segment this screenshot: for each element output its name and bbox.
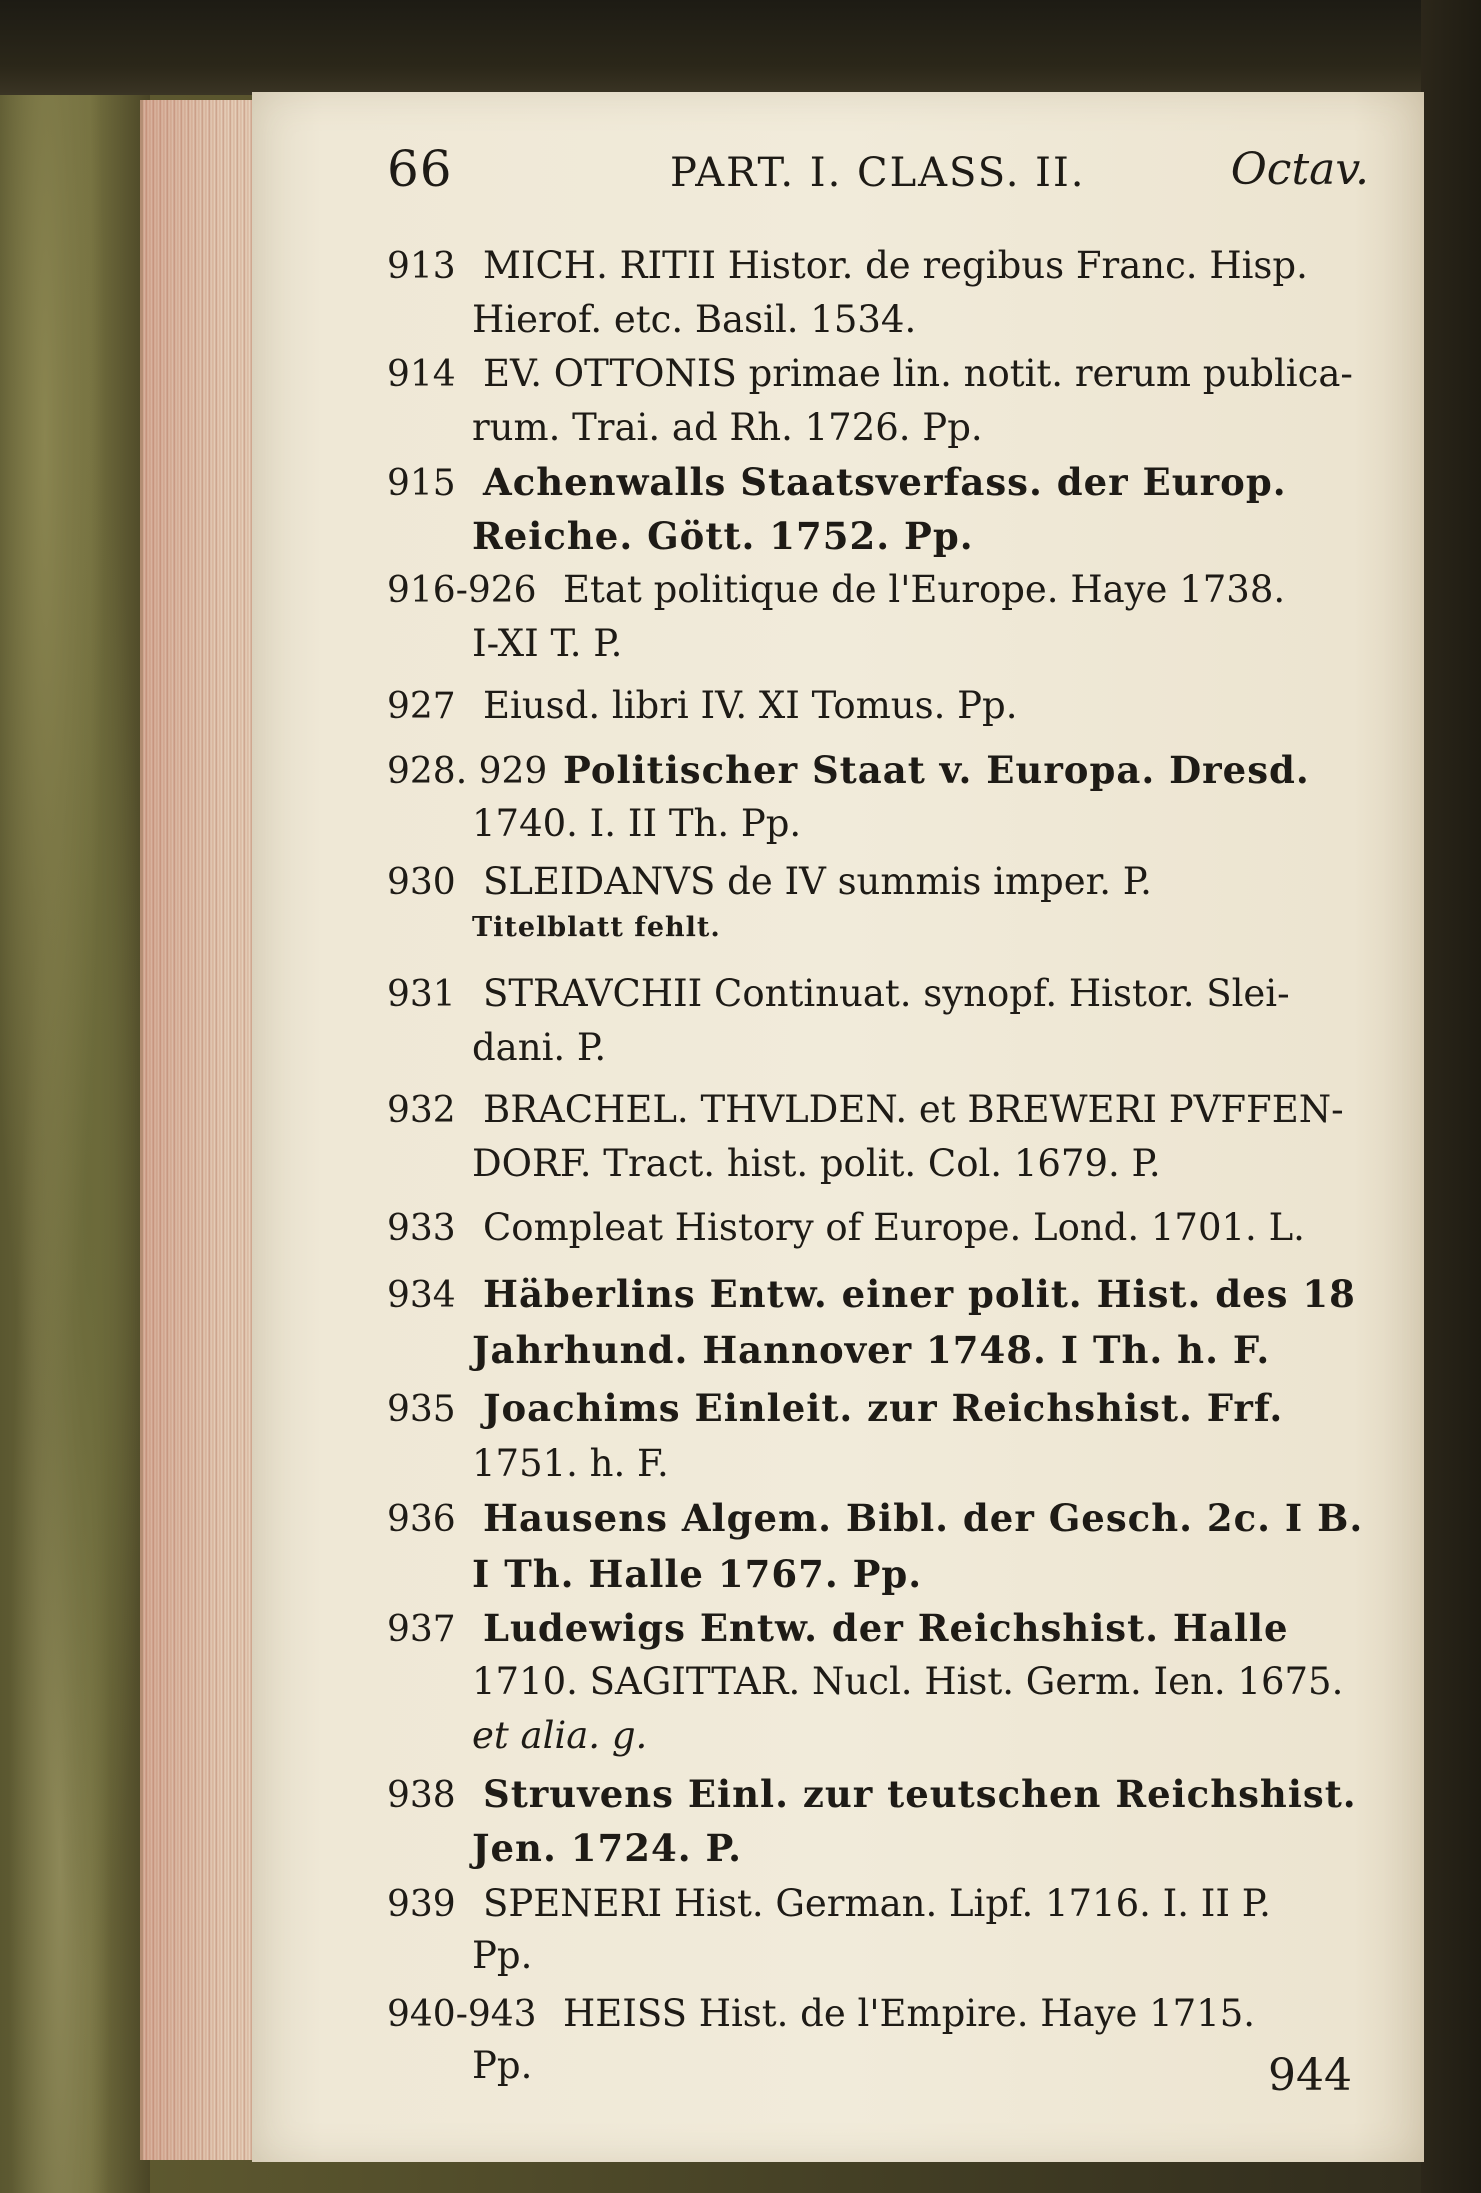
entry-text: Hausens Algem. Bibl. der Gesch. 2c. I B. <box>483 1496 1364 1540</box>
entry-number: 938 <box>387 1775 456 1816</box>
entry-text: SPENERI Hist. German. Lipf. 1716. I. II P. <box>483 1882 1271 1925</box>
entry-916-line-2: I-XI T. P. <box>472 622 623 665</box>
entry-text: Compleat History of Europe. Lond. 1701. L. <box>483 1206 1305 1249</box>
running-title: PART. I. CLASS. II. <box>670 150 1086 196</box>
entry-number: 935 <box>387 1389 456 1430</box>
entry-number: 937 <box>387 1609 456 1650</box>
entry-text: SLEIDANVS de IV summis imper. P. <box>483 860 1152 903</box>
entry-916-line-1 <box>387 568 1285 611</box>
entry-937-line-3: et alia. g. <box>472 1714 648 1757</box>
entry-text: HEISS Hist. de l'Empire. Haye 1715. <box>563 1992 1256 2035</box>
entry-text: Achenwalls Staatsverfass. der Europ. <box>483 460 1287 504</box>
entry-915-line-2: Reiche. Gött. 1752. Pp. <box>472 514 974 558</box>
entry-937-line-1 <box>387 1606 1289 1650</box>
entry-number: 913 <box>387 246 456 287</box>
entry-text: BRACHEL. THVLDEN. et BREWERI PVFFEN- <box>483 1088 1344 1131</box>
entry-935-line-1 <box>387 1386 1283 1430</box>
entry-number: 915 <box>387 463 456 504</box>
page-header <box>252 132 1424 222</box>
book-page <box>252 92 1424 2162</box>
page-number: 66 <box>387 140 453 198</box>
entry-932-line-1 <box>387 1088 1344 1131</box>
entry-937-line-2: 1710. SAGITTAR. Nucl. Hist. Germ. Ien. 1675. <box>472 1660 1344 1703</box>
entry-913-line-2: Hierof. etc. Basil. 1534. <box>472 298 917 341</box>
entry-938-line-2: Jen. 1724. P. <box>472 1826 743 1870</box>
entry-number: 931 <box>387 974 456 1015</box>
entry-number: 928. 929 <box>387 751 548 792</box>
entry-number: 916-926 <box>387 570 537 611</box>
marbled-binding <box>0 0 150 2193</box>
spine-edge <box>1421 0 1481 2193</box>
entry-number: 934 <box>387 1275 456 1316</box>
entry-text: Häberlins Entw. einer polit. Hist. des 18 <box>483 1272 1356 1316</box>
entry-number: 927 <box>387 686 456 727</box>
entry-text: Ludewigs Entw. der Reichshist. Halle <box>483 1606 1289 1650</box>
entry-text: Politischer Staat v. Europa. Dresd. <box>563 748 1310 792</box>
format-label: Octav. <box>1230 144 1369 195</box>
entry-934-line-1 <box>387 1272 1356 1316</box>
entry-number: 940-943 <box>387 1994 537 2035</box>
entry-938-line-1 <box>387 1772 1357 1816</box>
entry-933-line-1 <box>387 1206 1305 1249</box>
entry-930-line-1 <box>387 860 1152 903</box>
entry-928-line-1 <box>387 748 1310 792</box>
entry-number: 914 <box>387 354 456 395</box>
page-edges <box>140 100 263 2160</box>
entry-927-line-1 <box>387 684 1017 727</box>
entry-939-line-1 <box>387 1882 1271 1925</box>
top-shadow <box>0 0 1481 95</box>
entry-931-line-1 <box>387 972 1290 1015</box>
entry-text: MICH. RITII Histor. de regibus Franc. Hisp. <box>483 244 1308 287</box>
entry-text: STRAVCHII Continuat. synopf. Histor. Slei- <box>483 972 1290 1015</box>
entry-number: 930 <box>387 862 456 903</box>
entry-914-line-2: rum. Trai. ad Rh. 1726. Pp. <box>472 406 983 449</box>
entry-940-line-2: Pp. <box>472 2044 533 2087</box>
entry-914-line-1 <box>387 352 1353 395</box>
entry-text: Etat politique de l'Europe. Haye 1738. <box>563 568 1286 611</box>
entry-number: 932 <box>387 1090 456 1131</box>
entry-text: EV. OTTONIS primae lin. notit. rerum publica- <box>483 352 1353 395</box>
entry-932-line-2: DORF. Tract. hist. polit. Col. 1679. P. <box>472 1142 1161 1185</box>
entry-939-line-2: Pp. <box>472 1934 533 1977</box>
entry-text: Joachims Einleit. zur Reichshist. Frf. <box>483 1386 1284 1430</box>
entry-913-line-1 <box>387 244 1308 287</box>
entry-text: Eiusd. libri IV. XI Tomus. Pp. <box>483 684 1018 727</box>
entry-935-line-2: 1751. h. F. <box>472 1442 669 1485</box>
entry-934-line-2: Jahrhund. Hannover 1748. I Th. h. F. <box>472 1328 1271 1372</box>
entry-number: 936 <box>387 1499 456 1540</box>
entry-936-line-2: I Th. Halle 1767. Pp. <box>472 1552 923 1596</box>
entry-number: 933 <box>387 1208 456 1249</box>
entry-928-line-2: 1740. I. II Th. Pp. <box>472 802 802 845</box>
entry-930-note: Titelblatt fehlt. <box>472 912 721 943</box>
entry-940-line-1 <box>387 1992 1255 2035</box>
entry-text: Struvens Einl. zur teutschen Reichshist. <box>483 1772 1357 1816</box>
entry-915-line-1 <box>387 460 1287 504</box>
catchword: 944 <box>1268 2050 1352 2101</box>
entry-number: 939 <box>387 1884 456 1925</box>
entry-936-line-1 <box>387 1496 1363 1540</box>
entry-931-line-2: dani. P. <box>472 1026 607 1069</box>
